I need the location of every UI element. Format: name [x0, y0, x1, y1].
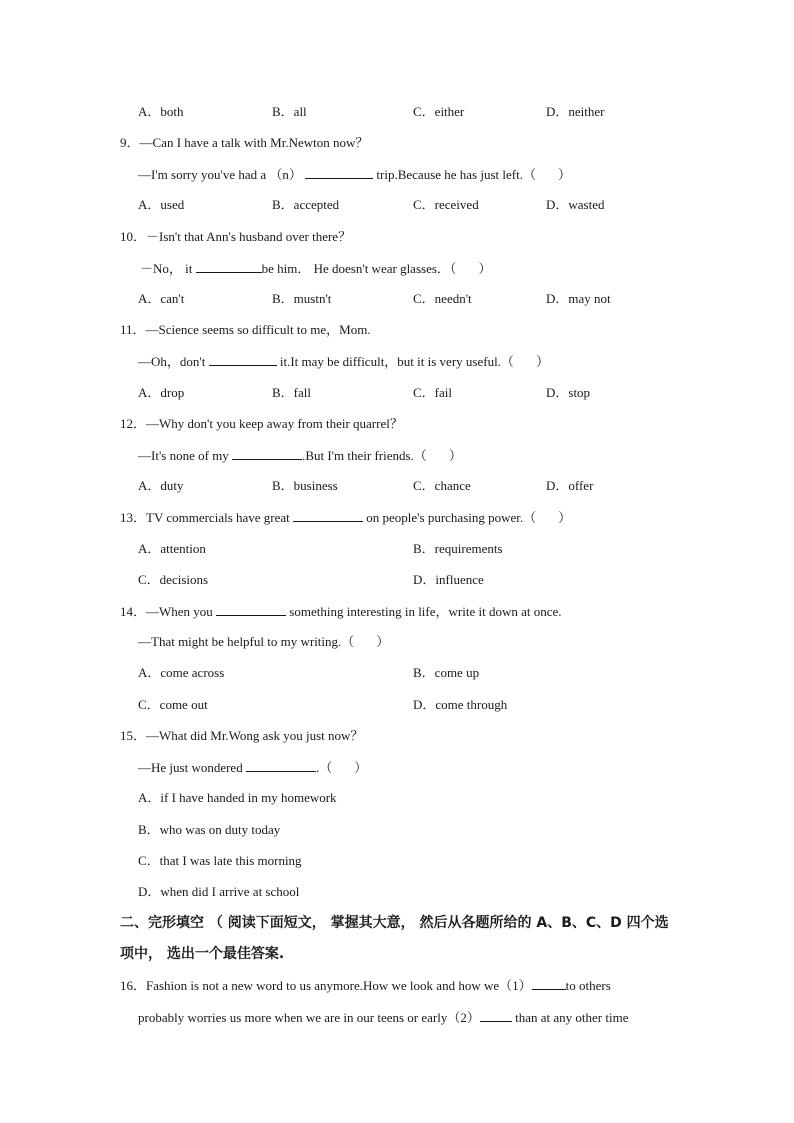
- q8-option-c: C．either: [413, 104, 465, 119]
- q9-option-d: D．wasted: [546, 197, 605, 212]
- q11-option-b: B．fall: [272, 385, 311, 400]
- q14-option-d: D．come through: [413, 697, 508, 712]
- q14-option-c: C．come out: [138, 697, 208, 712]
- q11-reply-start: —Oh，don't: [138, 354, 209, 369]
- q16-line2-start: probably worries us more when we are in our teens or early（2）: [138, 1010, 480, 1025]
- q12-option-d: D．offer: [546, 478, 594, 493]
- q15-paren-close: ）: [354, 760, 368, 775]
- q13-stem: [120, 509, 571, 526]
- q10-reply-start: －No， it: [140, 261, 196, 276]
- q10-reply-end: be him． He doesn't wear glasses．（: [261, 261, 457, 276]
- q8-option-b: B．all: [272, 104, 307, 119]
- q11-paren-close: ）: [535, 354, 549, 369]
- q13-stem-start: 13．TV commercials have great: [120, 510, 294, 525]
- q12-option-c: C．chance: [413, 478, 471, 493]
- q14-answer-blank: [216, 603, 286, 616]
- q16-line1-end: to others: [565, 978, 611, 993]
- q11-reply-end: it.It may be difficult，but it is very useful.（: [276, 354, 514, 369]
- q9-option-c: C．received: [413, 197, 479, 212]
- q16-line2-end: than at any other time: [511, 1010, 629, 1025]
- q12-stem: 12．—Why don't you keep away from their quarrel？: [120, 416, 403, 431]
- q16-blank-1: [532, 977, 566, 990]
- q16-line1: [120, 977, 611, 994]
- q10-reply: [140, 260, 491, 277]
- q15-reply-mid: .（: [315, 760, 333, 775]
- q9-option-b: B．accepted: [272, 197, 340, 212]
- q14-reply: [138, 634, 389, 650]
- q11-option-d: D．stop: [546, 385, 591, 400]
- q10-option-d: D．may not: [546, 291, 611, 306]
- q13-option-c: C．decisions: [138, 572, 209, 587]
- q10-paren-close: ）: [478, 261, 492, 276]
- q10-answer-blank: [196, 260, 262, 273]
- q15-stem: 15．—What did Mr.Wong ask you just now？: [120, 728, 364, 743]
- q8-option-d: D．neither: [546, 104, 605, 119]
- q15-option-c: C．that I was late this morning: [138, 853, 302, 868]
- q15-option-d: D．when did I arrive at school: [138, 884, 300, 899]
- q15-answer-blank: [246, 759, 316, 772]
- q12-option-b: B．business: [272, 478, 338, 493]
- q9-stem: 9．—Can I have a talk with Mr.Newton now？: [120, 135, 369, 150]
- q11-reply: [138, 353, 549, 370]
- q13-answer-blank: [293, 509, 363, 522]
- q12-reply: [138, 447, 462, 464]
- q13-option-b: B．requirements: [413, 541, 503, 556]
- q13-paren-close: ）: [558, 510, 572, 525]
- q12-reply-start: —It's none of my: [138, 448, 233, 463]
- q13-option-d: D．influence: [413, 572, 484, 587]
- q10-option-c: C．needn't: [413, 291, 472, 306]
- q12-option-a: A．duty: [138, 478, 184, 493]
- q9-reply-start: —I'm sorry you've had a （n）: [138, 167, 302, 182]
- q11-answer-blank: [209, 353, 277, 366]
- q13-option-a: A．attention: [138, 541, 206, 556]
- q14-option-b: B．come up: [413, 665, 480, 680]
- q16-line1-start: 16．Fashion is not a new word to us anymore.How we look and how we（1）: [120, 978, 532, 993]
- section2-heading-line1: 二、完形填空 （ 阅读下面短文， 掌握其大意， 然后从各题所给的 A、B、C、D 四个选: [120, 915, 669, 931]
- q11-option-c: C．fail: [413, 385, 452, 400]
- q16-line2: [138, 1009, 628, 1026]
- q15-option-a: A．if I have handed in my homework: [138, 790, 337, 805]
- q11-stem: 11．—Science seems so difficult to me，Mom.: [120, 322, 371, 337]
- q9-reply-end: trip.Because he has just left.（: [373, 167, 536, 182]
- q11-option-a: A．drop: [138, 385, 185, 400]
- q14-stem-start: 14．—When you: [120, 604, 217, 619]
- q14-option-a: A．come across: [138, 665, 225, 680]
- q9-reply: [138, 166, 571, 183]
- q12-answer-blank: [232, 447, 302, 460]
- q14-stem-end: something interesting in life，write it down at once.: [286, 604, 562, 619]
- q9-answer-blank: [305, 166, 373, 179]
- section2-heading-line2: 项中， 选出一个最佳答案.: [120, 946, 285, 962]
- q14-stem: [120, 603, 562, 620]
- q10-option-b: B．mustn't: [272, 291, 332, 306]
- q13-stem-end: on people's purchasing power.（: [363, 510, 537, 525]
- q12-reply-end: .But I'm their friends.（: [302, 448, 427, 463]
- q14-reply-start: —That might be helpful to my writing.（: [138, 634, 355, 649]
- q16-blank-2: [480, 1009, 512, 1022]
- q9-paren-close: ）: [557, 167, 571, 182]
- q15-option-b: B．who was on duty today: [138, 822, 281, 837]
- q10-stem: 10．－Isn't that Ann's husband over there？: [120, 229, 352, 244]
- q14-paren-close: ）: [376, 634, 390, 649]
- q15-reply-start: —He just wondered: [138, 760, 246, 775]
- q15-reply: [138, 759, 367, 776]
- q8-option-a: A．both: [138, 104, 184, 119]
- q10-option-a: A．can't: [138, 291, 185, 306]
- q12-paren-close: ）: [448, 448, 462, 463]
- q9-option-a: A．used: [138, 197, 185, 212]
